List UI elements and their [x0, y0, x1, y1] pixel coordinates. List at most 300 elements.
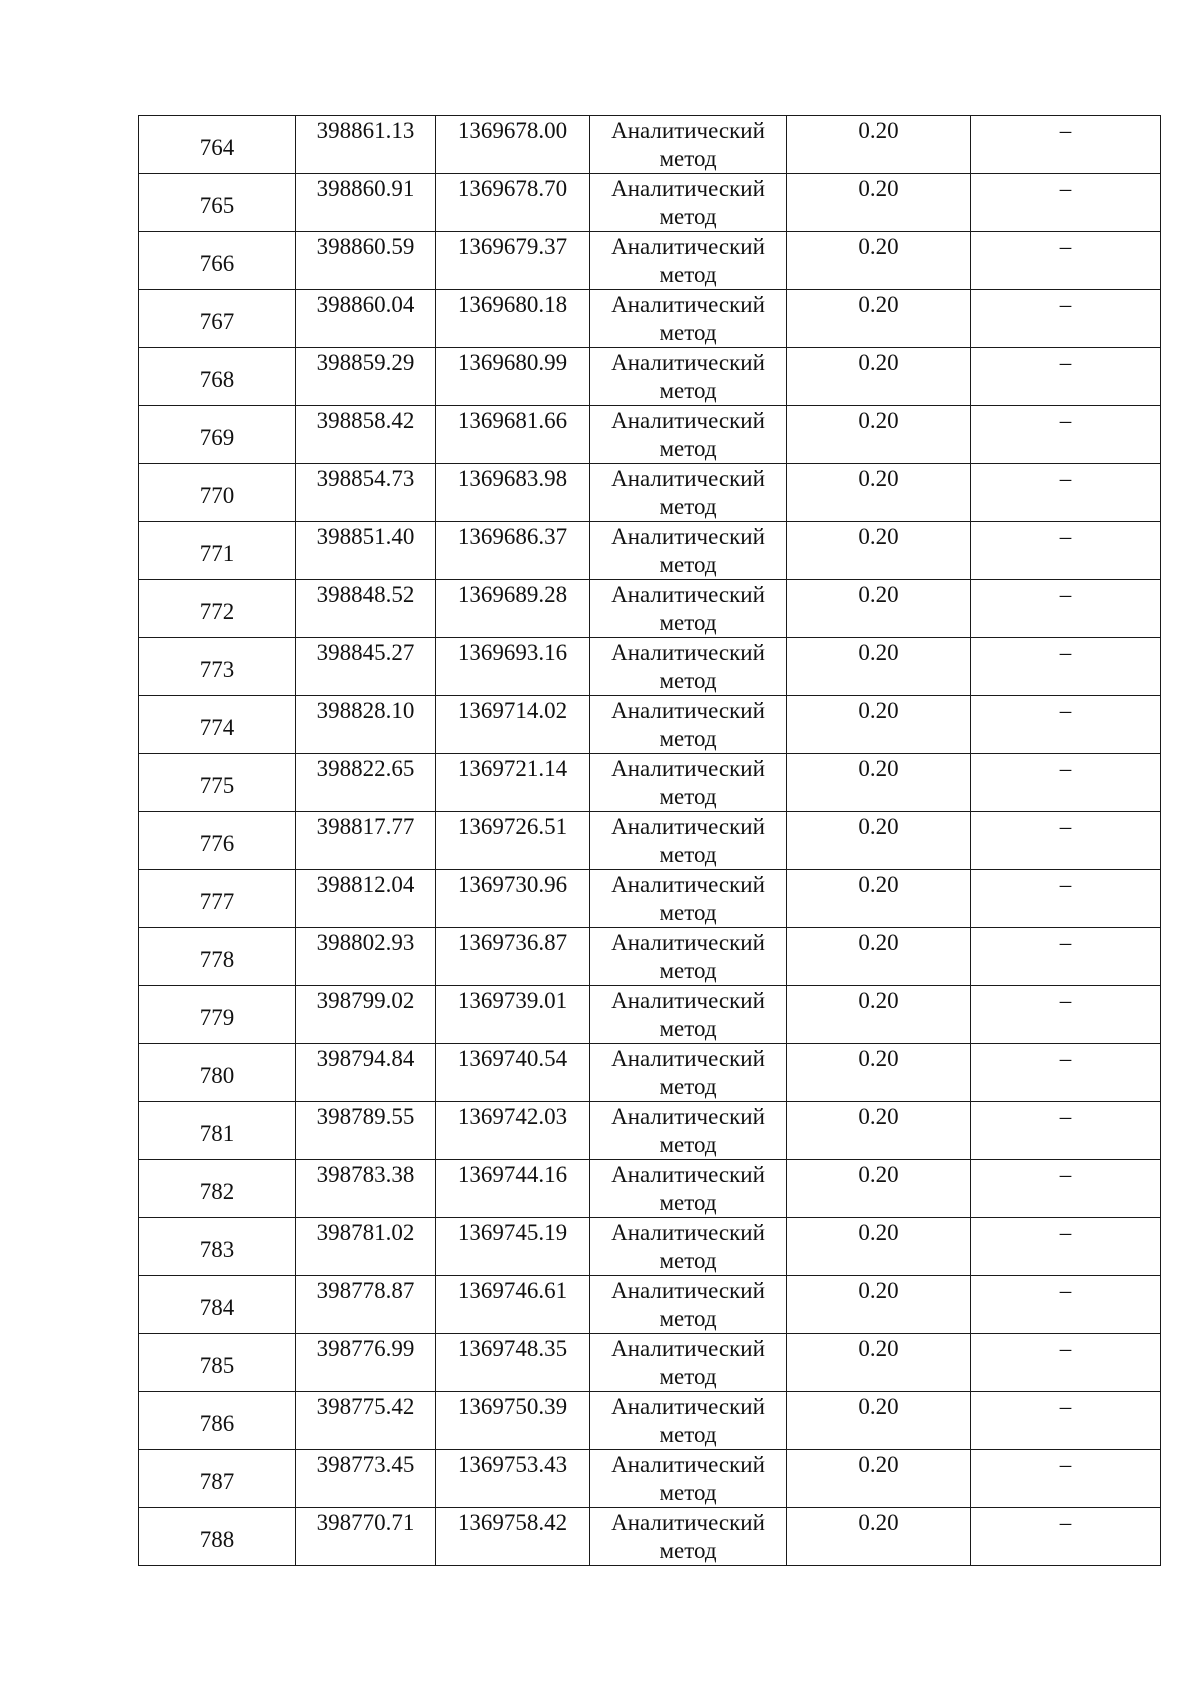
method-cell-text: Аналитический метод — [611, 582, 765, 635]
x-coordinate-cell-text: 398776.99 — [316, 1336, 415, 1361]
method-cell-text: Аналитический метод — [611, 1336, 765, 1389]
x-coordinate-cell-text: 398773.45 — [316, 1452, 415, 1477]
note-cell-text: – — [1059, 350, 1072, 375]
method-cell-text: Аналитический метод — [611, 350, 765, 403]
y-coordinate-cell — [436, 812, 590, 870]
point-number-cell-text: 779 — [199, 1004, 235, 1030]
y-coordinate-cell — [436, 696, 590, 754]
accuracy-cell-text: 0.20 — [858, 408, 899, 433]
accuracy-cell-text: 0.20 — [858, 1394, 899, 1419]
accuracy-cell — [787, 870, 971, 928]
accuracy-cell-text: 0.20 — [858, 466, 899, 491]
accuracy-cell — [787, 1218, 971, 1276]
accuracy-cell — [787, 580, 971, 638]
y-coordinate-cell-text: 1369746.61 — [457, 1278, 568, 1303]
accuracy-cell-text: 0.20 — [858, 988, 899, 1013]
point-number-cell — [139, 1276, 296, 1334]
method-cell — [590, 812, 787, 870]
point-number-cell — [139, 870, 296, 928]
point-number-cell-text: 780 — [199, 1062, 235, 1088]
x-coordinate-cell-text: 398861.13 — [316, 118, 415, 143]
method-cell — [590, 638, 787, 696]
table-row — [139, 986, 1161, 1044]
method-cell — [590, 1102, 787, 1160]
y-coordinate-cell-text: 1369680.99 — [457, 350, 568, 375]
point-number-cell-text: 781 — [199, 1120, 235, 1146]
table-row — [139, 1160, 1161, 1218]
y-coordinate-cell — [436, 870, 590, 928]
table-row — [139, 1450, 1161, 1508]
point-number-cell — [139, 812, 296, 870]
y-coordinate-cell — [436, 290, 590, 348]
point-number-cell-text: 775 — [199, 772, 235, 798]
x-coordinate-cell — [296, 1044, 436, 1102]
point-number-cell — [139, 1160, 296, 1218]
accuracy-cell-text: 0.20 — [858, 118, 899, 143]
note-cell — [971, 1102, 1161, 1160]
note-cell-text: – — [1059, 1452, 1072, 1477]
method-cell — [590, 580, 787, 638]
table-row — [139, 464, 1161, 522]
y-coordinate-cell — [436, 232, 590, 290]
point-number-cell — [139, 464, 296, 522]
table-row — [139, 348, 1161, 406]
note-cell — [971, 1044, 1161, 1102]
accuracy-cell — [787, 1276, 971, 1334]
x-coordinate-cell-text: 398778.87 — [316, 1278, 415, 1303]
x-coordinate-cell — [296, 638, 436, 696]
x-coordinate-cell — [296, 1276, 436, 1334]
point-number-cell-text: 766 — [199, 250, 235, 276]
y-coordinate-cell — [436, 580, 590, 638]
method-cell-text: Аналитический метод — [611, 1394, 765, 1447]
accuracy-cell-text: 0.20 — [858, 640, 899, 665]
accuracy-cell-text: 0.20 — [858, 524, 899, 549]
point-number-cell — [139, 1334, 296, 1392]
y-coordinate-cell-text: 1369758.42 — [457, 1510, 568, 1535]
accuracy-cell-text: 0.20 — [858, 698, 899, 723]
point-number-cell — [139, 232, 296, 290]
x-coordinate-cell-text: 398775.42 — [316, 1394, 415, 1419]
method-cell — [590, 1218, 787, 1276]
table-body — [139, 116, 1161, 1566]
accuracy-cell — [787, 116, 971, 174]
table-row — [139, 1102, 1161, 1160]
point-number-cell-text: 776 — [199, 830, 235, 856]
x-coordinate-cell — [296, 696, 436, 754]
method-cell-text: Аналитический метод — [611, 698, 765, 751]
point-number-cell-text: 785 — [199, 1352, 235, 1378]
method-cell-text: Аналитический метод — [611, 408, 765, 461]
note-cell-text: – — [1059, 466, 1072, 491]
y-coordinate-cell-text: 1369678.00 — [457, 118, 568, 143]
y-coordinate-cell-text: 1369739.01 — [457, 988, 568, 1013]
note-cell — [971, 522, 1161, 580]
y-coordinate-cell — [436, 464, 590, 522]
method-cell — [590, 1334, 787, 1392]
x-coordinate-cell-text: 398822.65 — [316, 756, 415, 781]
point-number-cell — [139, 116, 296, 174]
method-cell-text: Аналитический метод — [611, 466, 765, 519]
accuracy-cell — [787, 1334, 971, 1392]
note-cell-text: – — [1059, 698, 1072, 723]
note-cell — [971, 986, 1161, 1044]
x-coordinate-cell — [296, 174, 436, 232]
point-number-cell-text: 770 — [199, 482, 235, 508]
note-cell — [971, 1392, 1161, 1450]
method-cell-text: Аналитический метод — [611, 1104, 765, 1157]
table-row — [139, 696, 1161, 754]
point-number-cell-text: 764 — [199, 134, 235, 160]
point-number-cell-text: 778 — [199, 946, 235, 972]
accuracy-cell-text: 0.20 — [858, 582, 899, 607]
method-cell-text: Аналитический метод — [611, 814, 765, 867]
method-cell — [590, 522, 787, 580]
x-coordinate-cell — [296, 754, 436, 812]
point-number-cell — [139, 580, 296, 638]
method-cell — [590, 1450, 787, 1508]
x-coordinate-cell — [296, 290, 436, 348]
x-coordinate-cell-text: 398854.73 — [316, 466, 415, 491]
y-coordinate-cell — [436, 638, 590, 696]
note-cell-text: – — [1059, 176, 1072, 201]
note-cell-text: – — [1059, 1220, 1072, 1245]
x-coordinate-cell — [296, 928, 436, 986]
accuracy-cell — [787, 522, 971, 580]
point-number-cell — [139, 1450, 296, 1508]
point-number-cell — [139, 638, 296, 696]
note-cell-text: – — [1059, 1278, 1072, 1303]
method-cell — [590, 1276, 787, 1334]
point-number-cell — [139, 348, 296, 406]
point-number-cell — [139, 1508, 296, 1566]
note-cell — [971, 1160, 1161, 1218]
y-coordinate-cell — [436, 174, 590, 232]
y-coordinate-cell — [436, 1276, 590, 1334]
y-coordinate-cell — [436, 1044, 590, 1102]
x-coordinate-cell-text: 398789.55 — [316, 1104, 415, 1129]
x-coordinate-cell-text: 398858.42 — [316, 408, 415, 433]
x-coordinate-cell-text: 398799.02 — [316, 988, 415, 1013]
y-coordinate-cell-text: 1369680.18 — [457, 292, 568, 317]
note-cell — [971, 1218, 1161, 1276]
point-number-cell — [139, 1218, 296, 1276]
note-cell — [971, 928, 1161, 986]
accuracy-cell — [787, 696, 971, 754]
accuracy-cell — [787, 1392, 971, 1450]
y-coordinate-cell — [436, 754, 590, 812]
y-coordinate-cell — [436, 986, 590, 1044]
x-coordinate-cell-text: 398851.40 — [316, 524, 415, 549]
method-cell — [590, 696, 787, 754]
x-coordinate-cell-text: 398783.38 — [316, 1162, 415, 1187]
note-cell-text: – — [1059, 524, 1072, 549]
x-coordinate-cell — [296, 1392, 436, 1450]
note-cell-text: – — [1059, 1104, 1072, 1129]
note-cell — [971, 348, 1161, 406]
accuracy-cell-text: 0.20 — [858, 350, 899, 375]
table-row — [139, 290, 1161, 348]
table-row — [139, 870, 1161, 928]
point-number-cell-text: 774 — [199, 714, 235, 740]
note-cell — [971, 754, 1161, 812]
y-coordinate-cell — [436, 1392, 590, 1450]
y-coordinate-cell-text: 1369693.16 — [457, 640, 568, 665]
x-coordinate-cell-text: 398845.27 — [316, 640, 415, 665]
accuracy-cell — [787, 986, 971, 1044]
point-number-cell-text: 777 — [199, 888, 235, 914]
table-row — [139, 638, 1161, 696]
method-cell-text: Аналитический метод — [611, 1162, 765, 1215]
note-cell-text: – — [1059, 118, 1072, 143]
method-cell — [590, 1392, 787, 1450]
y-coordinate-cell-text: 1369750.39 — [457, 1394, 568, 1419]
coordinates-table — [138, 115, 1161, 1566]
note-cell-text: – — [1059, 408, 1072, 433]
x-coordinate-cell — [296, 232, 436, 290]
x-coordinate-cell — [296, 986, 436, 1044]
point-number-cell — [139, 1102, 296, 1160]
table-row — [139, 754, 1161, 812]
accuracy-cell — [787, 812, 971, 870]
accuracy-cell — [787, 754, 971, 812]
accuracy-cell — [787, 406, 971, 464]
y-coordinate-cell-text: 1369686.37 — [457, 524, 568, 549]
accuracy-cell-text: 0.20 — [858, 930, 899, 955]
accuracy-cell — [787, 1508, 971, 1566]
y-coordinate-cell — [436, 1508, 590, 1566]
x-coordinate-cell-text: 398817.77 — [316, 814, 415, 839]
table-row — [139, 1508, 1161, 1566]
note-cell-text: – — [1059, 756, 1072, 781]
method-cell — [590, 232, 787, 290]
accuracy-cell — [787, 1450, 971, 1508]
y-coordinate-cell — [436, 1450, 590, 1508]
method-cell-text: Аналитический метод — [611, 1278, 765, 1331]
note-cell — [971, 580, 1161, 638]
note-cell-text: – — [1059, 582, 1072, 607]
table-row — [139, 1218, 1161, 1276]
x-coordinate-cell — [296, 464, 436, 522]
table-row — [139, 232, 1161, 290]
method-cell-text: Аналитический метод — [611, 1220, 765, 1273]
point-number-cell-text: 767 — [199, 308, 235, 334]
accuracy-cell — [787, 232, 971, 290]
y-coordinate-cell — [436, 348, 590, 406]
point-number-cell-text: 768 — [199, 366, 235, 392]
table-row — [139, 812, 1161, 870]
method-cell — [590, 116, 787, 174]
accuracy-cell-text: 0.20 — [858, 234, 899, 259]
point-number-cell — [139, 1392, 296, 1450]
accuracy-cell — [787, 290, 971, 348]
method-cell — [590, 348, 787, 406]
method-cell-text: Аналитический метод — [611, 872, 765, 925]
note-cell — [971, 1334, 1161, 1392]
accuracy-cell-text: 0.20 — [858, 814, 899, 839]
y-coordinate-cell-text: 1369689.28 — [457, 582, 568, 607]
accuracy-cell — [787, 928, 971, 986]
x-coordinate-cell — [296, 522, 436, 580]
y-coordinate-cell-text: 1369730.96 — [457, 872, 568, 897]
accuracy-cell-text: 0.20 — [858, 756, 899, 781]
accuracy-cell — [787, 638, 971, 696]
x-coordinate-cell — [296, 1218, 436, 1276]
accuracy-cell-text: 0.20 — [858, 1336, 899, 1361]
x-coordinate-cell — [296, 116, 436, 174]
method-cell — [590, 754, 787, 812]
method-cell — [590, 290, 787, 348]
y-coordinate-cell-text: 1369744.16 — [457, 1162, 568, 1187]
method-cell-text: Аналитический метод — [611, 524, 765, 577]
method-cell-text: Аналитический метод — [611, 640, 765, 693]
point-number-cell — [139, 696, 296, 754]
accuracy-cell — [787, 1160, 971, 1218]
method-cell-text: Аналитический метод — [611, 1510, 765, 1563]
note-cell — [971, 1450, 1161, 1508]
note-cell-text: – — [1059, 1336, 1072, 1361]
point-number-cell-text: 782 — [199, 1178, 235, 1204]
point-number-cell-text: 769 — [199, 424, 235, 450]
note-cell-text: – — [1059, 1394, 1072, 1419]
method-cell-text: Аналитический метод — [611, 1046, 765, 1099]
x-coordinate-cell — [296, 1102, 436, 1160]
y-coordinate-cell-text: 1369745.19 — [457, 1220, 568, 1245]
y-coordinate-cell — [436, 522, 590, 580]
x-coordinate-cell — [296, 812, 436, 870]
x-coordinate-cell-text: 398860.59 — [316, 234, 415, 259]
x-coordinate-cell-text: 398812.04 — [316, 872, 415, 897]
table-row — [139, 1392, 1161, 1450]
x-coordinate-cell — [296, 1508, 436, 1566]
accuracy-cell-text: 0.20 — [858, 872, 899, 897]
note-cell — [971, 812, 1161, 870]
method-cell — [590, 870, 787, 928]
note-cell — [971, 870, 1161, 928]
y-coordinate-cell-text: 1369726.51 — [457, 814, 568, 839]
note-cell-text: – — [1059, 1510, 1072, 1535]
point-number-cell-text: 787 — [199, 1468, 235, 1494]
note-cell — [971, 406, 1161, 464]
method-cell-text: Аналитический метод — [611, 1452, 765, 1505]
point-number-cell — [139, 290, 296, 348]
method-cell — [590, 1160, 787, 1218]
x-coordinate-cell — [296, 406, 436, 464]
note-cell — [971, 232, 1161, 290]
method-cell-text: Аналитический метод — [611, 988, 765, 1041]
method-cell-text: Аналитический метод — [611, 176, 765, 229]
x-coordinate-cell — [296, 348, 436, 406]
table-row — [139, 174, 1161, 232]
point-number-cell-text: 773 — [199, 656, 235, 682]
note-cell-text: – — [1059, 814, 1072, 839]
x-coordinate-cell-text: 398802.93 — [316, 930, 415, 955]
y-coordinate-cell-text: 1369678.70 — [457, 176, 568, 201]
note-cell-text: – — [1059, 872, 1072, 897]
note-cell — [971, 290, 1161, 348]
accuracy-cell-text: 0.20 — [858, 1046, 899, 1071]
y-coordinate-cell-text: 1369742.03 — [457, 1104, 568, 1129]
x-coordinate-cell-text: 398860.04 — [316, 292, 415, 317]
point-number-cell — [139, 986, 296, 1044]
y-coordinate-cell — [436, 116, 590, 174]
accuracy-cell — [787, 464, 971, 522]
table-row — [139, 1276, 1161, 1334]
accuracy-cell — [787, 1044, 971, 1102]
note-cell-text: – — [1059, 1162, 1072, 1187]
point-number-cell — [139, 754, 296, 812]
x-coordinate-cell-text: 398859.29 — [316, 350, 415, 375]
method-cell — [590, 1044, 787, 1102]
y-coordinate-cell-text: 1369740.54 — [457, 1046, 568, 1071]
note-cell-text: – — [1059, 234, 1072, 259]
method-cell-text: Аналитический метод — [611, 234, 765, 287]
accuracy-cell-text: 0.20 — [858, 1278, 899, 1303]
method-cell — [590, 928, 787, 986]
y-coordinate-cell-text: 1369748.35 — [457, 1336, 568, 1361]
note-cell-text: – — [1059, 1046, 1072, 1071]
table-row — [139, 406, 1161, 464]
y-coordinate-cell-text: 1369714.02 — [457, 698, 568, 723]
note-cell-text: – — [1059, 930, 1072, 955]
accuracy-cell-text: 0.20 — [858, 292, 899, 317]
x-coordinate-cell — [296, 1450, 436, 1508]
method-cell — [590, 1508, 787, 1566]
y-coordinate-cell-text: 1369753.43 — [457, 1452, 568, 1477]
x-coordinate-cell-text: 398828.10 — [316, 698, 415, 723]
point-number-cell-text: 788 — [199, 1526, 235, 1552]
note-cell — [971, 1508, 1161, 1566]
point-number-cell — [139, 522, 296, 580]
note-cell — [971, 116, 1161, 174]
x-coordinate-cell — [296, 870, 436, 928]
note-cell — [971, 174, 1161, 232]
x-coordinate-cell — [296, 580, 436, 638]
x-coordinate-cell-text: 398770.71 — [316, 1510, 415, 1535]
method-cell-text: Аналитический метод — [611, 756, 765, 809]
y-coordinate-cell-text: 1369679.37 — [457, 234, 568, 259]
note-cell — [971, 696, 1161, 754]
point-number-cell-text: 783 — [199, 1236, 235, 1262]
y-coordinate-cell — [436, 1102, 590, 1160]
table-row — [139, 928, 1161, 986]
method-cell — [590, 406, 787, 464]
point-number-cell-text: 765 — [199, 192, 235, 218]
accuracy-cell-text: 0.20 — [858, 1220, 899, 1245]
y-coordinate-cell — [436, 406, 590, 464]
x-coordinate-cell — [296, 1334, 436, 1392]
table-row — [139, 1334, 1161, 1392]
point-number-cell-text: 772 — [199, 598, 235, 624]
y-coordinate-cell — [436, 1160, 590, 1218]
point-number-cell-text: 786 — [199, 1410, 235, 1436]
table-row — [139, 522, 1161, 580]
accuracy-cell-text: 0.20 — [858, 1162, 899, 1187]
y-coordinate-cell-text: 1369721.14 — [457, 756, 568, 781]
note-cell — [971, 638, 1161, 696]
method-cell-text: Аналитический метод — [611, 118, 765, 171]
note-cell — [971, 464, 1161, 522]
note-cell-text: – — [1059, 292, 1072, 317]
accuracy-cell-text: 0.20 — [858, 1452, 899, 1477]
method-cell — [590, 464, 787, 522]
y-coordinate-cell-text: 1369736.87 — [457, 930, 568, 955]
method-cell-text: Аналитический метод — [611, 930, 765, 983]
point-number-cell — [139, 406, 296, 464]
x-coordinate-cell-text: 398781.02 — [316, 1220, 415, 1245]
point-number-cell-text: 784 — [199, 1294, 235, 1320]
point-number-cell — [139, 928, 296, 986]
